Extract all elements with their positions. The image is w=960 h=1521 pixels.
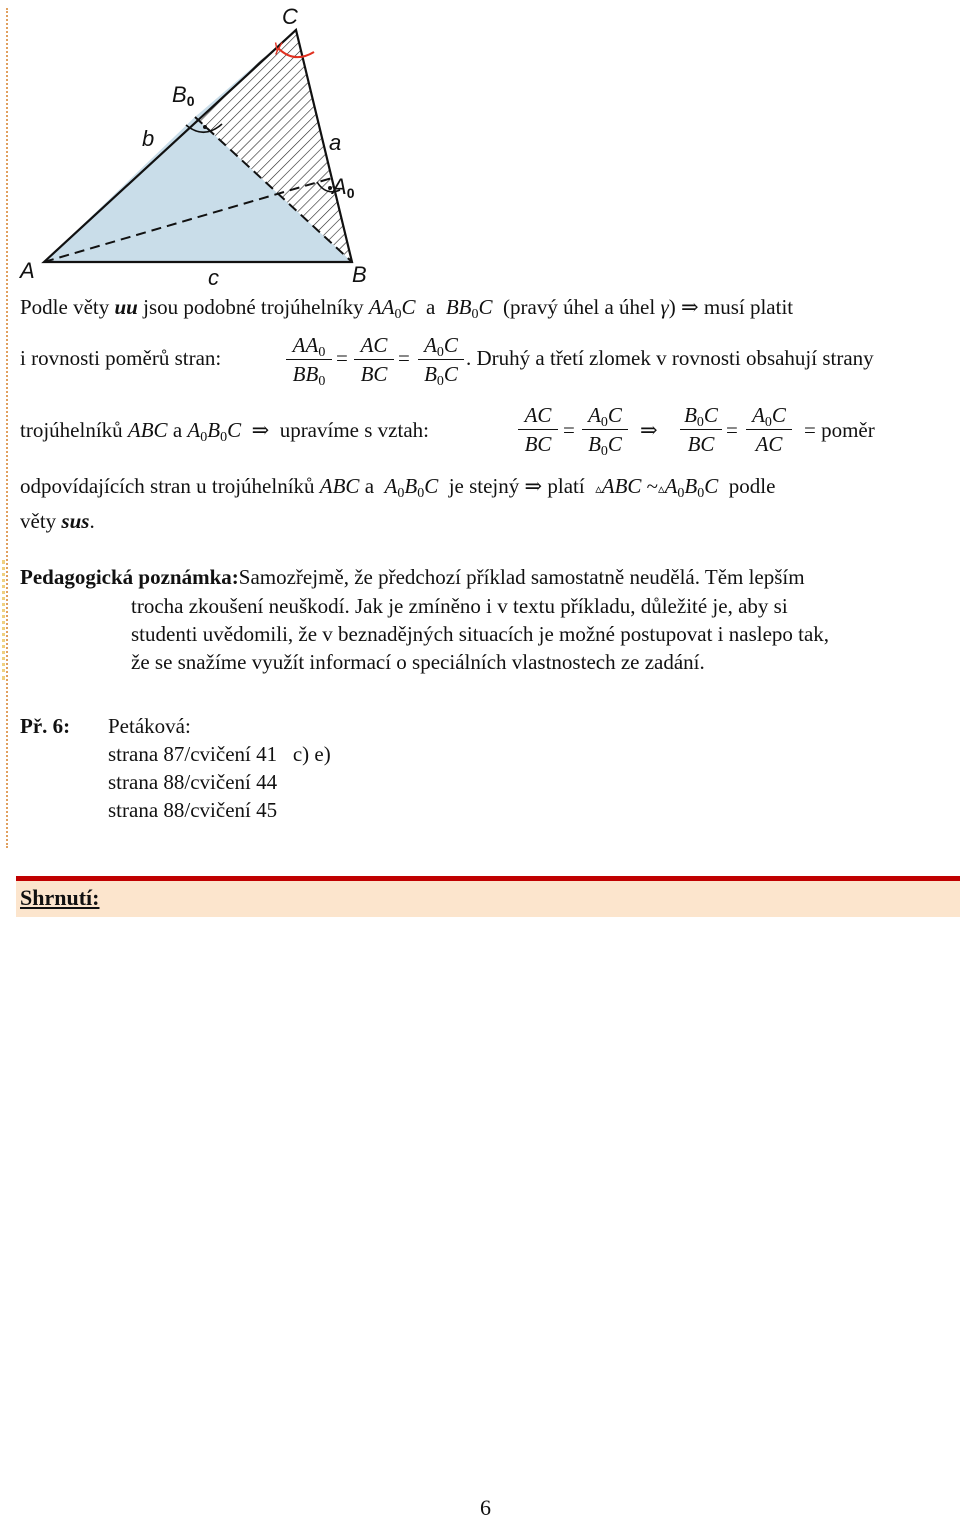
note-label: Pedagogická poznámka: (20, 565, 239, 589)
fraction-ac-bc: $\frac{AC}{BC}$ (354, 333, 394, 386)
fraction-a0c-b0c: $\frac{A_0C}{B_0C}$ (418, 333, 464, 386)
label-c: c (208, 265, 219, 290)
ratio-text: = poměr (804, 418, 875, 442)
para1-line2-text: i rovnosti poměrů stran: (20, 346, 222, 370)
label-A: A (20, 258, 35, 283)
page-number: 6 (480, 1495, 491, 1520)
example-line1: Petáková: (108, 714, 191, 738)
note-line1: Pedagogická poznámka:Samozřejmě, že předchozí příklad samostatně neudělá. Těm lepším (20, 565, 805, 589)
example-line3: strana 88/cvičení 44 (108, 770, 278, 794)
summary-bar (16, 876, 960, 917)
equals-3: = (563, 418, 575, 442)
label-a: a (329, 130, 342, 155)
para1-line2-tail: . Druhý a třetí zlomek v rovnosti obsahují strany (466, 346, 874, 370)
example-label: Př. 6: (20, 714, 71, 738)
para1-line3-a: trojúhelníků ABC a $A_0B_0C$ ⇒ upravíme s vztah: (20, 418, 429, 445)
example-line4: strana 88/cvičení 45 (108, 798, 278, 822)
note-line2: trocha zkoušení neuškodí. Jak je zmíněno i v textu příkladu, důležité je, aby si (131, 594, 788, 618)
margin-marker (6, 8, 8, 848)
equals-4: = (726, 418, 738, 442)
example-line2: strana 87/cvičení 41 c) e) (108, 742, 331, 766)
fraction-a0c-ac: $\frac{A_0C}{AC}$ (746, 403, 792, 456)
label-B0: $B_0$ (172, 82, 195, 109)
implies-3: ⇒ (640, 418, 658, 442)
label-gamma: γ (274, 38, 282, 55)
fraction-aa0-bb0: $\frac{AA_0}{BB_0}$ (286, 333, 332, 386)
label-B: B (352, 262, 367, 287)
fraction-a0c-b0c-2: $\frac{A_0C}{B_0C}$ (582, 403, 628, 456)
equals-2: = (398, 346, 410, 370)
fraction-b0c-bc: $\frac{B_0C}{BC}$ (680, 403, 722, 456)
label-b: b (142, 126, 155, 151)
note-side-marker (2, 560, 11, 680)
label-C: C (282, 4, 298, 29)
summary-label: Shrnutí: (20, 885, 100, 910)
equals-1: = (336, 346, 348, 370)
note-line4: že se snažíme využít informací o speciálních vlastnostech ze zadání. (131, 650, 705, 674)
fraction-ac-bc-2: $\frac{AC}{BC}$ (518, 403, 558, 456)
note-line3: studenti uvědomili, že v beznadějných situacích je možné postupovat i naslepo tak, (131, 622, 830, 646)
para1-line1: Podle věty uu jsou podobné trojúhelníky $AA_0C$ a $BB_0C$ (pravý úhel a úhel γ) ⇒ musí platit (20, 295, 794, 322)
para1-line4: odpovídajících stran u trojúhelníků ABC a $A_0B_0C$ je stejný ⇒ platí ▵ABC $\sim▵A_0B_0C$ podle (20, 474, 776, 501)
label-A0: $A_0$ (332, 174, 355, 201)
para1-line5: věty sus. (20, 509, 95, 533)
